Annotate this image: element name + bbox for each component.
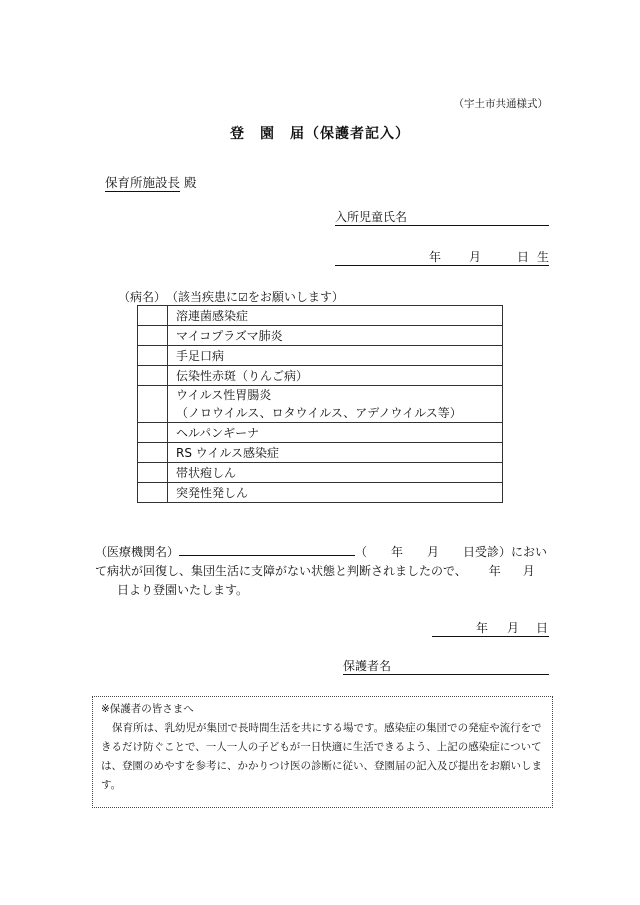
disease-name-cell xyxy=(168,326,503,346)
guardian-name-field[interactable] xyxy=(343,659,549,675)
child-name-label: 入所児童氏名 xyxy=(335,210,408,224)
disease-name: 伝染性赤斑（りんご病） xyxy=(176,368,309,383)
submit-day-label: 日 xyxy=(536,621,549,635)
disease-name-cell xyxy=(168,423,503,443)
disease-name-cell xyxy=(168,346,503,366)
notice-title: ※保護者の皆さまへ xyxy=(101,703,194,715)
disease-name: RS ウイルス感染症 xyxy=(176,445,280,460)
visit-statement: （ 年 月 日受診）において病状が回復し、集団生活に支障がない状態と判断されましたので、 xyxy=(95,545,548,578)
disease-table xyxy=(137,305,503,503)
disease-name: ウイルス性胃腸炎 xyxy=(176,388,272,402)
disease-name-detail: （ノロウイルス、ロタウイルス、アデノウイルス等） xyxy=(176,406,462,420)
attend-year-label: 年 xyxy=(488,564,501,578)
disease-name: 手足口病 xyxy=(176,348,225,363)
disease-name: 突発性発しん xyxy=(176,485,249,500)
disease-name-cell xyxy=(168,306,503,326)
disease-checkbox[interactable] xyxy=(138,463,168,483)
page-title: 登 園 届（保護者記入） xyxy=(230,126,410,142)
hospital-name-field[interactable] xyxy=(179,544,355,556)
notice-body: 保育所は、乳幼児が集団で長時間生活を共にする場です。感染症の集団での発症や流行をできるだけ防ぐことで、一人一人の子どもが一日快適に生活できるよう、上記の感染症については、登園のめやすを参考に、かかりつけ医の診断に従い、登園届の記入及び提出をお願いします。 xyxy=(101,722,542,791)
disease-checkbox[interactable] xyxy=(138,306,168,326)
disease-row xyxy=(138,463,503,483)
guardian-name-label: 保護者名 xyxy=(343,659,392,673)
disease-row xyxy=(138,423,503,443)
disease-header-suffix: をお願いします） xyxy=(247,290,344,304)
disease-name: 帯状疱しん xyxy=(176,465,237,480)
birth-day-label: 日 xyxy=(517,250,530,264)
disease-name-cell xyxy=(168,443,503,463)
birth-year-label: 年 xyxy=(429,250,442,264)
disease-name: 溶連菌感染症 xyxy=(176,308,249,323)
disease-checkbox[interactable] xyxy=(138,346,168,366)
disease-checkbox[interactable] xyxy=(138,443,168,463)
hospital-label: （医療機関名） xyxy=(95,545,180,559)
statement-text xyxy=(95,543,550,600)
submit-month-label: 月 xyxy=(507,621,520,635)
disease-checkbox[interactable] xyxy=(138,483,168,503)
disease-row xyxy=(138,326,503,346)
disease-row xyxy=(138,443,503,463)
disease-name-cell xyxy=(168,483,503,503)
disease-row xyxy=(138,306,503,326)
disease-header-prefix: （病名） （該当疾患に xyxy=(118,290,239,304)
disease-name: マイコプラズマ肺炎 xyxy=(176,328,283,343)
disease-checkbox[interactable] xyxy=(138,366,168,386)
submit-year-label: 年 xyxy=(476,621,489,635)
disease-checkbox[interactable] xyxy=(138,326,168,346)
disease-row xyxy=(138,386,503,423)
birth-month-label: 月 xyxy=(469,250,482,264)
addressee-honorific: 殿 xyxy=(184,175,197,190)
addressee-label: 保育所施設長 xyxy=(105,175,181,190)
notice-box xyxy=(92,696,553,808)
form-format-note: （宇土市共通様式） xyxy=(453,98,548,110)
disease-name-cell xyxy=(168,463,503,483)
disease-row xyxy=(138,346,503,366)
attend-month-label: 月 xyxy=(522,564,535,578)
checkbox-checked-icon: ☑ xyxy=(238,291,248,304)
disease-checkbox[interactable] xyxy=(138,423,168,443)
disease-row xyxy=(138,366,503,386)
disease-name: ヘルパンギーナ xyxy=(176,425,260,440)
disease-name-cell xyxy=(168,386,503,423)
disease-row xyxy=(138,483,503,503)
attend-day-statement: 日より登園いたします。 xyxy=(117,583,249,597)
birth-date-field[interactable] xyxy=(335,250,549,266)
disease-header xyxy=(118,288,344,305)
birth-suffix-label: 生 xyxy=(537,250,550,264)
child-name-field[interactable] xyxy=(335,210,549,226)
submit-date-field[interactable] xyxy=(432,621,549,637)
disease-checkbox[interactable] xyxy=(138,386,168,423)
disease-name-cell xyxy=(168,366,503,386)
addressee xyxy=(105,173,197,191)
